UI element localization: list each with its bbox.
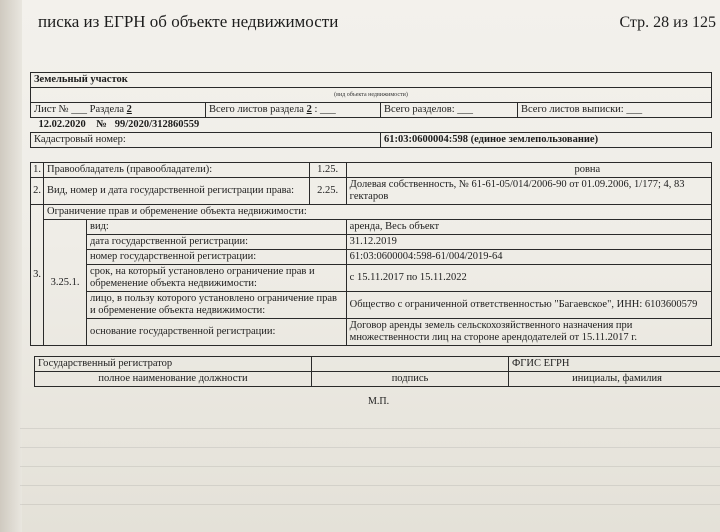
table-row <box>31 319 712 346</box>
rights-table <box>30 162 712 346</box>
field-label: дата государственной регистрации: <box>87 235 347 250</box>
row-number: 3. <box>31 205 44 346</box>
table-row <box>31 250 712 265</box>
bleed-through-text <box>20 410 720 530</box>
table-row <box>31 205 712 220</box>
row-label: Правообладатель (правообладатели): <box>44 163 310 178</box>
field-value: с 15.11.2017 по 15.11.2022 <box>346 265 711 292</box>
right-holder-value: ровна <box>346 163 711 178</box>
section-value: 2 <box>126 104 132 115</box>
position-caption: полное наименование должности <box>35 372 312 387</box>
total-sections-cell <box>381 103 518 118</box>
section-sheets-cell: Всего листов раздела 2 : ___ <box>206 103 381 118</box>
field-label: вид: <box>87 220 347 235</box>
row-code: 3.25.1. <box>44 220 87 346</box>
table-row <box>31 163 712 178</box>
object-info-table <box>30 72 712 148</box>
signature-field <box>312 357 509 372</box>
field-label: срок, на который установлено ограничение прав и обременение объекта недвижимости: <box>87 265 347 292</box>
sheet-value: ___ <box>71 104 88 115</box>
row-code: 1.25. <box>309 163 346 178</box>
sheet-label: Лист № <box>34 104 69 115</box>
page-counter: Стр. 28 из 125 <box>619 14 716 31</box>
field-label: номер государственной регистрации: <box>87 250 347 265</box>
field-label: основание государственной регистрации: <box>87 319 347 346</box>
signature-table <box>34 356 720 387</box>
registrar-position: Государственный регистратор <box>35 357 312 372</box>
cadastral-label: Кадастровый номер: <box>31 133 381 148</box>
cadastral-number: 61:03:0600004:598 (единое землепользование) <box>381 133 712 148</box>
row-code: 2.25. <box>309 178 346 205</box>
total-sheets-value: ___ <box>626 104 643 115</box>
row-label: Ограничение прав и обременение объекта недвижимости: <box>44 205 712 220</box>
total-sections-label: Всего разделов: <box>384 104 455 115</box>
table-row <box>31 292 712 319</box>
row-number: 1. <box>31 163 44 178</box>
section-sheets-value: 2 <box>306 104 312 115</box>
section-sheets-label: Всего листов раздела <box>209 104 304 115</box>
table-row <box>31 235 712 250</box>
row-label: Вид, номер и дата государственной регистрации права: <box>44 178 310 205</box>
number-label: № <box>96 119 107 130</box>
table-row <box>31 220 712 235</box>
field-label: лицо, в пользу которого установлено ограничение прав и обременение объекта недвижимости: <box>87 292 347 319</box>
extract-number: 99/2020/312860559 <box>114 119 200 130</box>
total-sheets-label: Всего листов выписки: <box>521 104 624 115</box>
extract-date-number <box>31 118 712 133</box>
signature-caption: подпись <box>312 372 509 387</box>
sheet-number-cell <box>31 103 206 118</box>
field-value: 31.12.2019 <box>346 235 711 250</box>
registrar-name: ФГИС ЕГРН <box>509 357 720 372</box>
field-value: Договор аренды земель сельскохозяйственного назначения при множественности лиц на стороне арендодателей от 15.11.2017 г. <box>346 319 711 346</box>
table-row <box>31 265 712 292</box>
stamp-place: М.П. <box>368 396 390 407</box>
total-sections-value: ___ <box>457 104 473 115</box>
table-row <box>31 178 712 205</box>
document-title: писка из ЕГРН об объекте недвижимости <box>38 12 339 31</box>
section-sheets-blank: ___ <box>320 104 336 115</box>
total-sheets-cell <box>518 103 712 118</box>
object-type: Земельный участок <box>31 73 712 88</box>
field-value: 61:03:0600004:598-61/004/2019-64 <box>346 250 711 265</box>
field-value: Общество с ограниченной ответственностью "Багаевское", ИНН: 6103600579 <box>346 292 711 319</box>
page-edge <box>0 0 22 532</box>
name-caption: инициалы, фамилия <box>509 372 720 387</box>
row-number: 2. <box>31 178 44 205</box>
field-value: аренда, Весь объект <box>346 220 711 235</box>
object-type-caption: (вид объекта недвижимости) <box>31 88 712 103</box>
right-registration-value: Долевая собственность, № 61-61-05/014/2006-90 от 01.09.2006, 1/177; 4, 83 гектаров <box>346 178 711 205</box>
section-label: Раздела <box>89 104 125 115</box>
extract-date: 12.02.2020 <box>38 119 86 130</box>
